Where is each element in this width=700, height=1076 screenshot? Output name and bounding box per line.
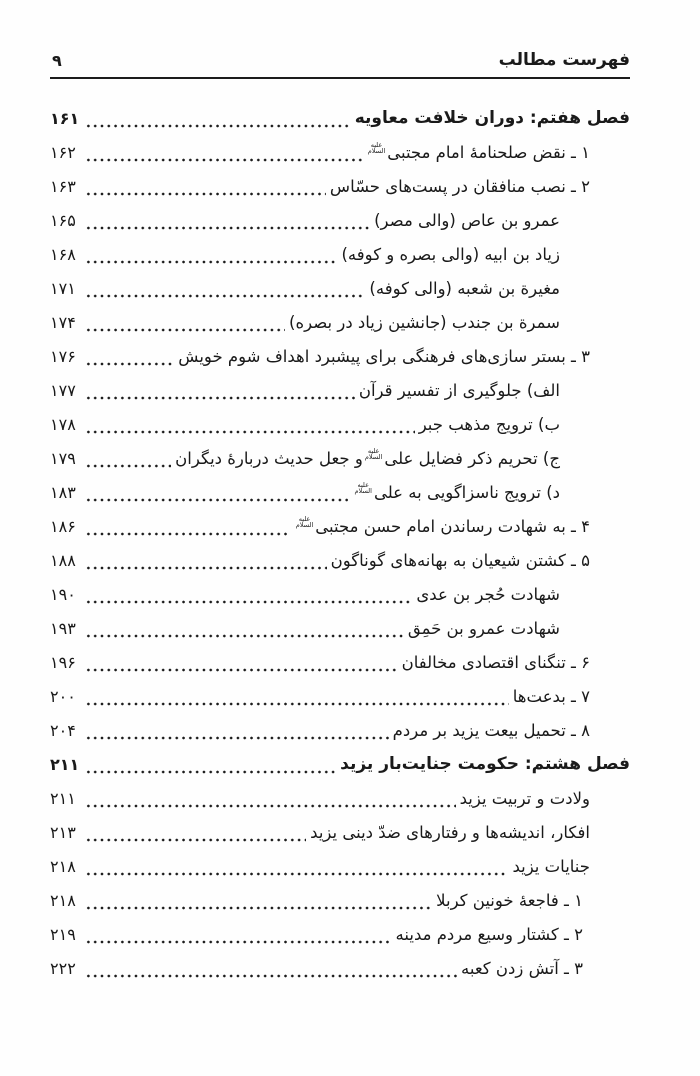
toc-entry [50, 611, 630, 645]
alayhi-salam-symbol [365, 448, 383, 460]
entry-title: مغیرة بن شعبه (والی کوفه) [369, 278, 560, 298]
toc-entry [50, 849, 630, 883]
dot-leader [85, 883, 432, 917]
alayhi-salam-symbol [354, 482, 372, 494]
entry-page-number: ۲۰۴ [50, 720, 76, 740]
alayhi-salam-symbol [368, 142, 386, 154]
entry-page-number: ۲۱۸ [50, 856, 76, 876]
toc-entry [50, 237, 630, 271]
header-title: فهرست مطالب [498, 50, 630, 70]
dot-leader [85, 373, 355, 407]
entry-page-number: ۲۰۰ [50, 686, 76, 706]
toc-entry [50, 203, 630, 237]
dot-leader [85, 441, 171, 475]
entry-page-number: ۱۹۳ [50, 618, 76, 638]
toc-entry [50, 781, 630, 815]
entry-page-number: ۱۷۱ [50, 278, 76, 298]
entry-title: فصل هفتم: دوران خلافت معاویه [354, 108, 630, 128]
entry-page-number: ۲۱۳ [50, 822, 76, 842]
entry-page-number: ۱۸۶ [50, 516, 76, 536]
alayhi-salam-bottom: السلام [367, 147, 386, 155]
entry-page-number: ۲۱۹ [50, 924, 76, 944]
dot-leader [85, 305, 285, 339]
entry-page-number: ۲۱۸ [50, 890, 76, 910]
entry-title: الف) جلوگیری از تفسیر قرآن [358, 380, 560, 400]
entry-page-number: ۱۷۸ [50, 414, 76, 434]
toc-entry [50, 441, 630, 475]
entry-title: ج) تحریم ذکر فضایل علی [384, 448, 560, 468]
entry-title: ۷ ـ بدعت‌ها [512, 686, 590, 706]
toc-entry [50, 509, 630, 543]
entry-page-number: ۱۷۷ [50, 380, 76, 400]
entry-title: شهادت حُجر بن عدی [416, 584, 560, 604]
entry-page-number: ۲۲۲ [50, 958, 76, 978]
dot-leader [85, 509, 290, 543]
entry-page-number: ۱۸۸ [50, 550, 76, 570]
alayhi-salam-bottom: السلام [364, 453, 383, 461]
toc-entry [50, 679, 630, 713]
dot-leader [85, 203, 370, 237]
entry-page-number: ۱۷۴ [50, 312, 76, 332]
entry-page-number: ۱۷۹ [50, 448, 76, 468]
dot-leader [85, 271, 365, 305]
entry-title: ۳ ـ آتش زدن کعبه [461, 958, 583, 978]
toc-entry [50, 645, 630, 679]
toc-entry [50, 339, 630, 373]
entry-page-number: ۱۸۳ [50, 482, 76, 502]
entry-page-number: ۱۶۱ [50, 108, 80, 128]
dot-leader [85, 951, 457, 985]
toc-entry [50, 407, 630, 441]
entry-title: افکار، اندیشه‌ها و رفتارهای ضدّ دینی یزید [310, 822, 590, 842]
dot-leader [85, 781, 456, 815]
entry-page-number: ۱۹۶ [50, 652, 76, 672]
entry-title: جنایات یزید [512, 856, 590, 876]
toc-entry [50, 577, 630, 611]
dot-leader [85, 237, 338, 271]
entry-title: سمرة بن جندب (جانشین زیاد در بصره) [289, 312, 560, 332]
alayhi-salam-top: علیه [367, 447, 380, 455]
dot-leader [85, 849, 508, 883]
dot-leader [85, 679, 509, 713]
entry-page-number: ۲۱۱ [50, 788, 76, 808]
entry-title: ۴ ـ به شهادت رساندن امام حسن مجتبی [315, 516, 590, 536]
entry-title: ۶ ـ تنگنای اقتصادی مخالفان [401, 652, 590, 672]
entry-page-number: ۱۶۸ [50, 244, 76, 264]
toc-entry [50, 917, 630, 951]
entry-title: ۱ ـ نقض صلحنامۀ امام مجتبی [387, 142, 590, 162]
dot-leader [85, 713, 389, 747]
entry-title: ۱ ـ فاجعۀ خونین کربلا [436, 890, 583, 910]
dot-leader [85, 815, 306, 849]
entry-title: عمرو بن عاص (والی مصر) [374, 210, 560, 230]
alayhi-salam-top: علیه [357, 481, 369, 489]
dot-leader [85, 543, 327, 577]
dot-leader [85, 135, 362, 169]
entry-title: د) ترویج ناسزاگویی به علی [373, 482, 560, 502]
toc-entry [50, 373, 630, 407]
entry-title: ۳ ـ بستر سازی‌های فرهنگی برای پیشبرد اهداف شوم خویش [178, 346, 590, 366]
entry-title: ۸ ـ تحمیل بیعت یزید بر مردم [392, 720, 590, 740]
dot-leader [85, 101, 351, 135]
toc-entry [50, 271, 630, 305]
toc-entry [50, 883, 630, 917]
dot-leader [85, 475, 348, 509]
toc-entry [50, 713, 630, 747]
toc-entry [50, 101, 630, 135]
entry-page-number: ۱۶۵ [50, 210, 76, 230]
dot-leader [85, 611, 404, 645]
page-content [50, 0, 630, 985]
alayhi-salam-top: علیه [298, 515, 311, 523]
toc-entry [50, 135, 630, 169]
alayhi-salam-bottom: السلام [295, 521, 314, 529]
toc-entry [50, 951, 630, 985]
dot-leader [85, 339, 174, 373]
header-page-number: ۹ [52, 51, 62, 70]
toc-entry [50, 475, 630, 509]
alayhi-salam-symbol [296, 516, 314, 528]
entry-page-number: ۱۶۳ [50, 176, 76, 196]
dot-leader [85, 577, 412, 611]
toc-entry [50, 815, 630, 849]
alayhi-salam-bottom: السلام [354, 487, 372, 495]
entry-page-number: ۱۹۰ [50, 584, 76, 604]
toc-entry [50, 305, 630, 339]
entry-title: زیاد بن ابیه (والی بصره و کوفه) [341, 244, 560, 264]
entry-title: ۲ ـ کشتار وسیع مردم مدینه [395, 924, 583, 944]
entry-title: شهادت عمرو بن حَمِق [407, 618, 560, 638]
entry-title: ب) ترویج مذهب جبر [418, 414, 560, 434]
entry-title: ۲ ـ نصب منافقان در پست‌های حسّاس [329, 176, 590, 196]
entry-page-number: ۱۶۲ [50, 142, 76, 162]
toc-entry [50, 543, 630, 577]
toc-entry [50, 169, 630, 203]
entry-page-number: ۲۱۱ [50, 754, 80, 774]
entry-title: ۵ ـ کشتن شیعیان به بهانه‌های گوناگون [330, 550, 590, 570]
dot-leader [85, 645, 398, 679]
dot-leader [85, 407, 415, 441]
toc-entry [50, 747, 630, 781]
entry-title: ولادت و تربیت یزید [459, 788, 590, 808]
alayhi-salam-top: علیه [370, 141, 383, 149]
dot-leader [85, 747, 336, 781]
dot-leader [85, 917, 392, 951]
dot-leader [85, 169, 326, 203]
entry-title: فصل هشتم: حکومت جنایت‌بار یزید [340, 754, 630, 774]
page-header [50, 50, 630, 79]
toc-list [50, 101, 630, 985]
entry-title-cont: و جعل حدیث دربارۀ دیگران [175, 448, 363, 468]
entry-page-number: ۱۷۶ [50, 346, 76, 366]
